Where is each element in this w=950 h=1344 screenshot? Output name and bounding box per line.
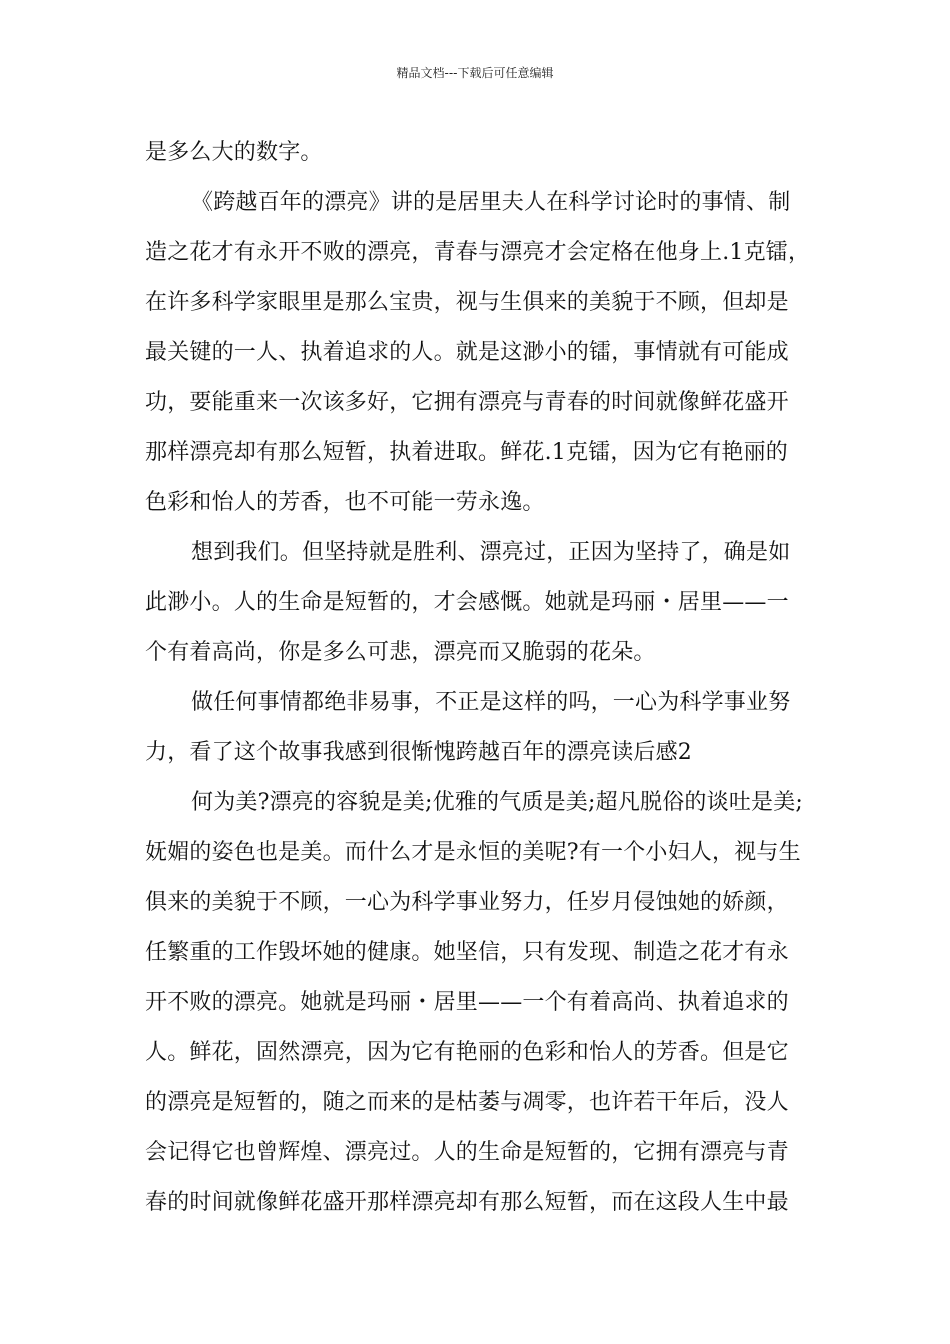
text-line: 那样漂亮却有那么短暂，执着进取。鲜花.1克镭，因为它有艳丽的 (145, 440, 788, 465)
text-line: 是多么大的数字。 (145, 140, 323, 165)
text-line: 造之花才有永开不败的漂亮，青春与漂亮才会定格在他身上.1克镭， (145, 240, 811, 265)
text-line: 会记得它也曾辉煌、漂亮过。人的生命是短暂的，它拥有漂亮与青 (145, 1140, 789, 1165)
text-line: 春的时间就像鲜花盛开那样漂亮却有那么短暂，而在这段人生中最 (145, 1190, 789, 1215)
text-line: 开不败的漂亮。她就是玛丽・居里——一个有着高尚、执着追求的 (145, 990, 789, 1015)
text-line: 力，看了这个故事我感到很惭愧跨越百年的漂亮读后感2 (145, 740, 692, 765)
text-line: 功，要能重来一次该多好，它拥有漂亮与青春的时间就像鲜花盛开 (145, 390, 789, 415)
text-line: 在许多科学家眼里是那么宝贵，视与生俱来的美貌于不顾，但却是 (145, 290, 789, 315)
document-body (145, 128, 820, 1228)
text-line: 个有着高尚，你是多么可悲，漂亮而又脆弱的花朵。 (145, 640, 656, 665)
text-line-paragraph-start: 做任何事情都绝非易事，不正是这样的吗，一心为科学事业努 (191, 690, 791, 715)
page-header: 精品文档---下载后可任意编辑 (396, 66, 554, 80)
text-line: 最关键的一人、执着追求的人。就是这渺小的镭，事情就有可能成 (145, 340, 789, 365)
text-line: 的漂亮是短暂的，随之而来的是枯萎与凋零，也许若干年后，没人 (145, 1090, 789, 1115)
text-line: 色彩和怡人的芳香，也不可能一劳永逸。 (145, 490, 545, 515)
text-line-paragraph-start: 想到我们。但坚持就是胜利、漂亮过，正因为坚持了，确是如 (191, 540, 791, 565)
text-line-paragraph-start: 《跨越百年的漂亮》讲的是居里夫人在科学讨论时的事情、制 (191, 190, 791, 215)
text-line-paragraph-start: 何为美?漂亮的容貌是美;优雅的气质是美;超凡脱俗的谈吐是美; (191, 790, 804, 815)
text-line: 妩媚的姿色也是美。而什么才是永恒的美呢?有一个小妇人，视与生 (145, 840, 801, 865)
text-line: 任繁重的工作毁坏她的健康。她坚信，只有发现、制造之花才有永 (145, 940, 789, 965)
text-line: 俱来的美貌于不顾，一心为科学事业努力，任岁月侵蚀她的娇颜， (145, 890, 789, 915)
text-line: 此渺小。人的生命是短暂的，才会感慨。她就是玛丽・居里——一 (145, 590, 789, 615)
text-line: 人。鲜花，固然漂亮，因为它有艳丽的色彩和怡人的芳香。但是它 (145, 1040, 789, 1065)
